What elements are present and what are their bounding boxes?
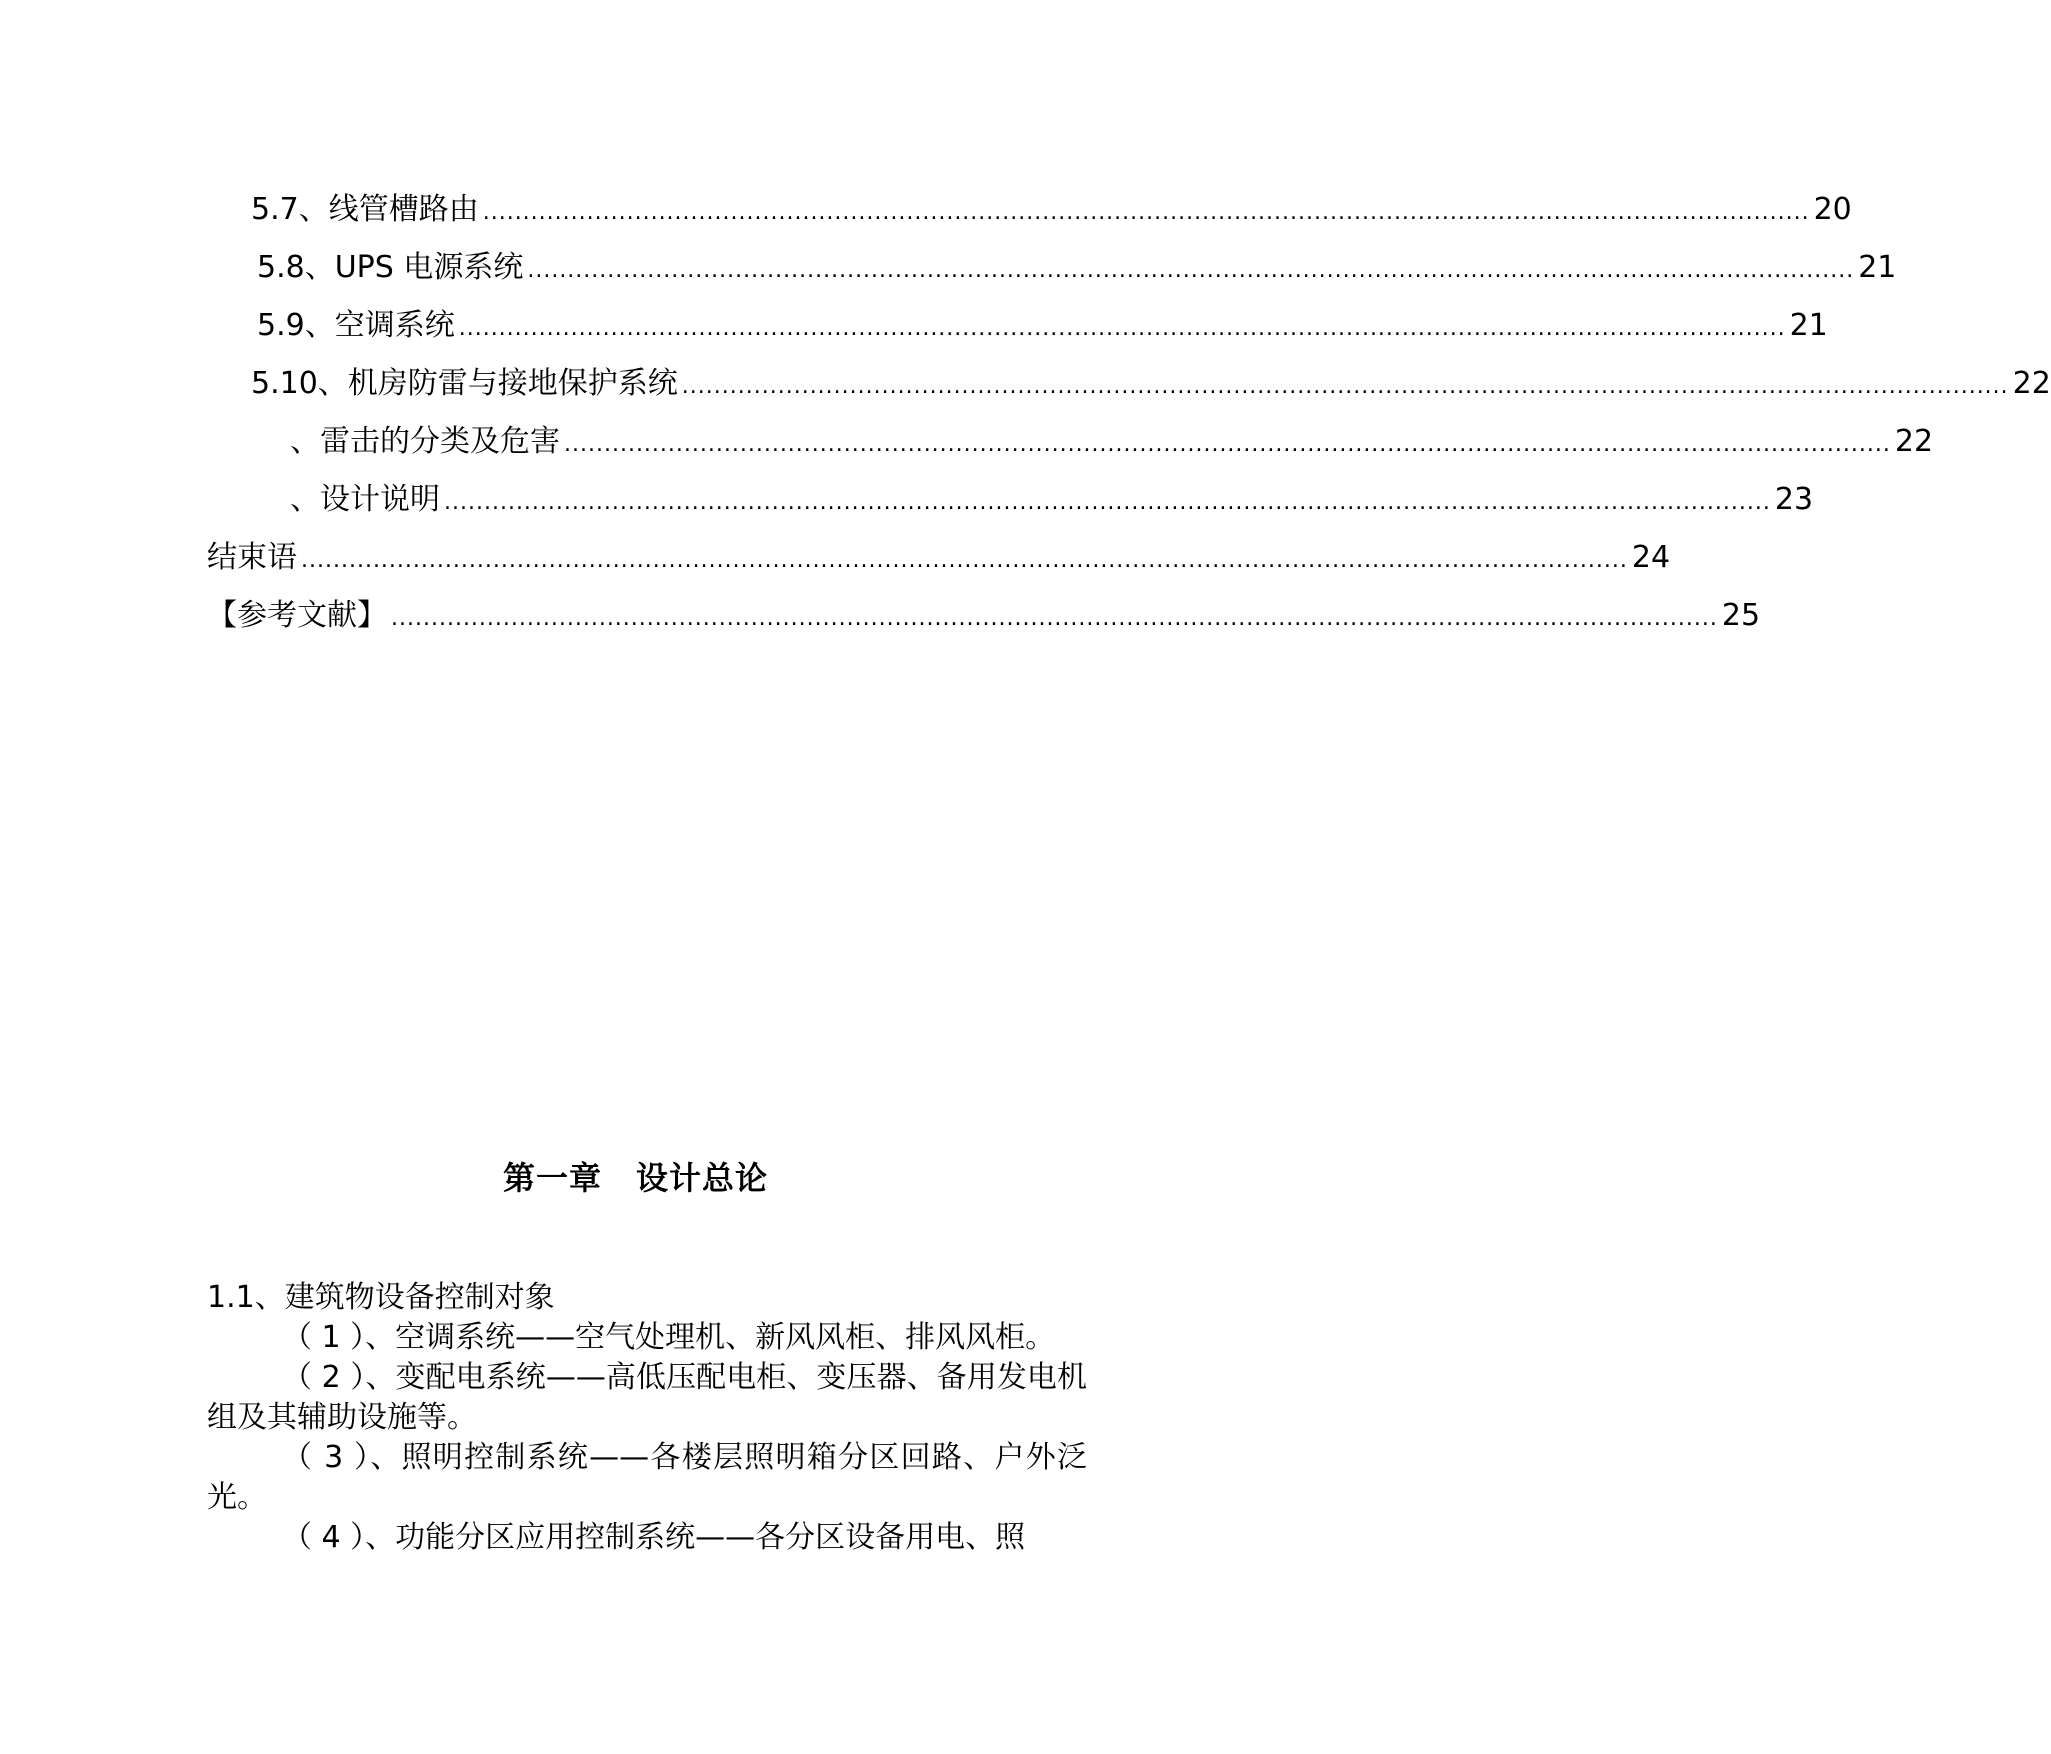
toc-leader-dots: ...................................................................................................................................................................... <box>458 316 1786 341</box>
toc-leader-dots: ...................................................................................................................................................................... <box>391 606 1718 631</box>
toc-entry[interactable] <box>207 596 1761 636</box>
toc-entry-title: 【参考文献】 <box>207 598 387 633</box>
toc-entry-title: 、雷击的分类及危害 <box>290 424 560 459</box>
list-item: （ 1 ）、空调系统——空气处理机、新风风柜、排风风柜。 <box>282 1320 1056 1355</box>
toc-entry[interactable] <box>251 364 2051 404</box>
toc-entry[interactable] <box>251 190 1852 230</box>
toc-entry-page: 22 <box>1894 424 1934 459</box>
toc-entry-title: 5.9、空调系统 <box>257 308 455 343</box>
section-body <box>207 1318 1087 1558</box>
toc-entry-page: 25 <box>1721 598 1761 633</box>
toc-entry[interactable] <box>290 422 1934 462</box>
toc-leader-dots: ...................................................................................................................................................................... <box>564 432 1891 457</box>
toc-entry-page: 24 <box>1631 540 1671 575</box>
toc-entry[interactable] <box>257 248 1897 288</box>
section-heading: 1.1、建筑物设备控制对象 <box>207 1280 555 1315</box>
chapter-title-text: 设计总论 <box>636 1159 769 1197</box>
chapter-heading <box>0 1156 1241 1200</box>
toc-entry-title: 、设计说明 <box>290 482 440 517</box>
toc-entry-title: 5.10、机房防雷与接地保护系统 <box>251 366 678 401</box>
list-item: （ 3 ）、照明控制系统——各楼层照明箱分区回路、户外泛光。 <box>207 1440 1087 1515</box>
toc-entry-page: 20 <box>1813 192 1852 227</box>
toc-entry-page: 21 <box>1858 250 1897 285</box>
toc-entry[interactable] <box>257 306 1828 346</box>
toc-entry-title: 5.8、UPS 电源系统 <box>257 250 524 285</box>
toc-entry-title: 5.7、线管槽路由 <box>251 192 479 227</box>
chapter-label: 第一章 <box>502 1159 602 1197</box>
toc-leader-dots: ...................................................................................................................................................................... <box>482 200 1810 225</box>
toc-leader-dots: ...................................................................................................................................................................... <box>444 490 1771 515</box>
list-item: （ 2 ）、变配电系统——高低压配电柜、变压器、备用发电机组及其辅助设施等。 <box>207 1360 1087 1435</box>
toc-leader-dots: ...................................................................................................................................................................... <box>681 374 2009 399</box>
toc-entry[interactable] <box>207 538 1671 578</box>
toc-entry-page: 22 <box>2012 366 2051 401</box>
toc-entry[interactable] <box>290 480 1814 520</box>
toc-entry-title: 结束语 <box>207 540 297 575</box>
toc-leader-dots: ...................................................................................................................................................................... <box>527 258 1855 283</box>
toc-entry-page: 23 <box>1774 482 1814 517</box>
toc-entry-page: 21 <box>1789 308 1828 343</box>
list-item: （ 4 ）、功能分区应用控制系统——各分区设备用电、照 <box>282 1520 1026 1555</box>
toc-leader-dots: ...................................................................................................................................................................... <box>301 548 1628 573</box>
